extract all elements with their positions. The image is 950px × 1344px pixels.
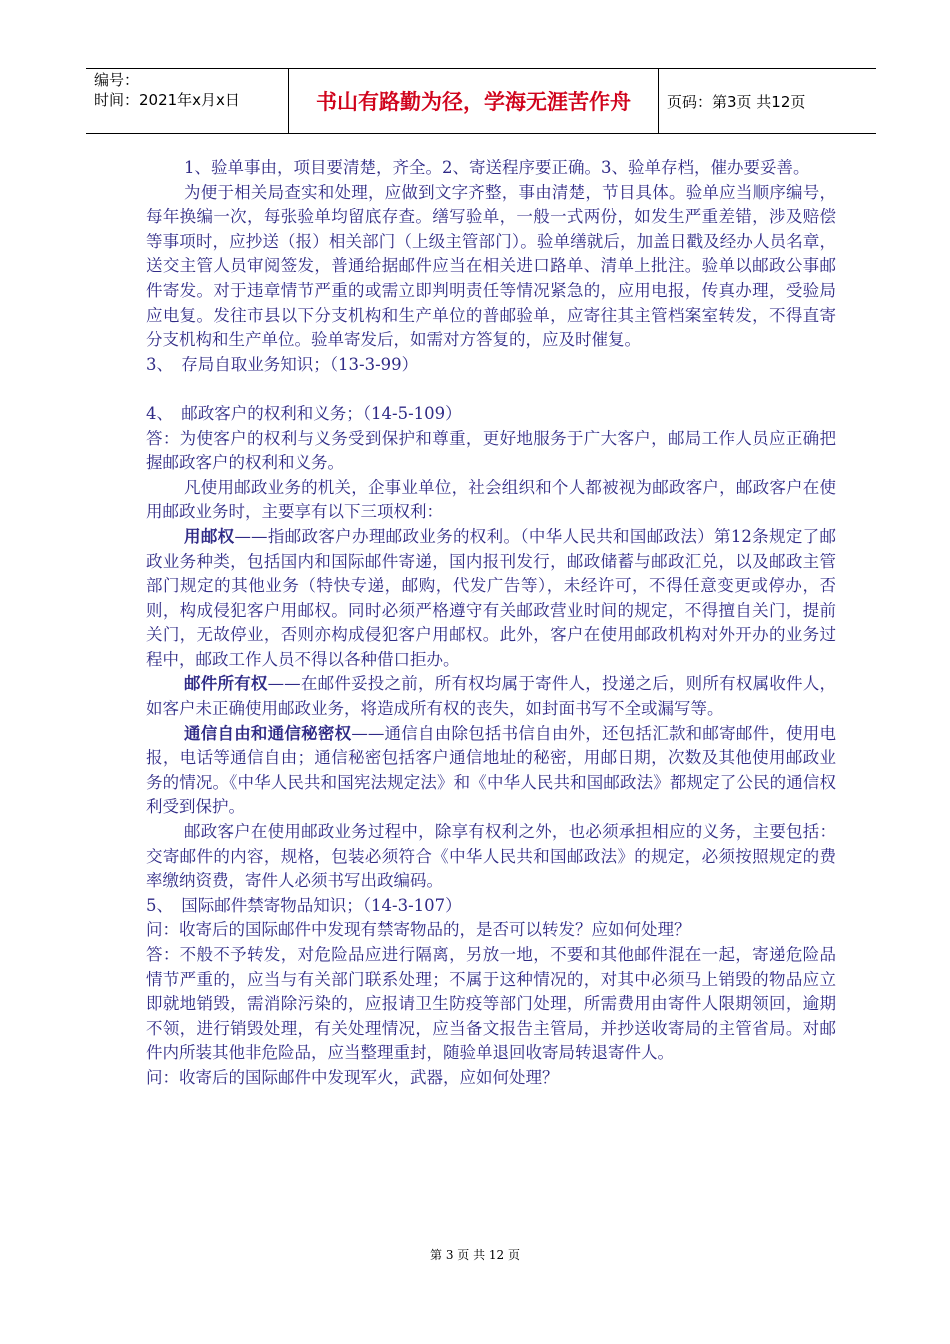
document-body [146,156,836,1091]
right-3-term: 通信自由和通信秘密权 [184,723,352,743]
paragraph-4: 凡使用邮政业务的机关，企事业单位，社会组织和个人都被视为邮政客户，邮政客户在使用邮政业务时，主要享有以下三项权利： [146,477,836,522]
number-label: 编号： [94,71,140,89]
page-header [86,68,876,134]
right-2-text: ——在邮件妥投之前，所有权均属于寄件人，投递之后，则所有权属收件人，如客户未正确使用邮政业务，将造成所有权的丧失，如封面书写不全或漏写等。 [146,674,837,719]
heading-4: 4、 邮政客户的权利和义务；（14-5-109） [146,403,462,423]
right-1-term: 用邮权 [184,526,235,546]
right-3-text: ——通信自由除包括书信自由外，还包括汇款和邮寄邮件，使用电报，电话等通信自由；通信秘密包括客户通信地址的秘密，用邮日期，次数及其他使用邮政业务的情况。《中华人民共和国宪法规定法》和《中华人民共和国邮政法》都规定了公民的通信权利受到保护。 [146,723,837,817]
right-3 [146,722,836,820]
paragraph-2: 为便于相关局查实和处理，应做到文字齐整，事由清楚，节目具体。验单应当顺序编号，每年换编一次，每张验单均留底存查。缮写验单，一般一式两份，如发生严重差错，涉及赔偿等事项时，应抄送（报）相关部门（上级主管部门）。验单缮就后，加盖日戳及经办人员名章，送交主管人员审阅签发，普通给据邮件应当在相关进口路单、清单上批注。验单以邮政公事邮件寄发。对于违章情节严重的或需立即判明责任等情况紧急的，应用电报，传真办理，受验局应电复。发往市县以下分支机构和生产单位的普邮验单，应寄往其主管档案室转发，不得直寄分支机构和生产单位。验单寄发后，如需对方答复的，应及时催复。 [146,182,836,350]
answer-5a: 答：不般不予转发，对危险品应进行隔离，另放一地，不要和其他邮件混在一起，寄递危险品情节严重的，应当与有关部门联系处理；不属于这种情况的，对其中必须马上销毁的物品应立即就地销毁，需消除污染的，应报请卫生防疫等部门处理，所需费用由寄件人限期领回，逾期不领，进行销毁处理，有关处理情况，应当备文报告主管局，并抄送收寄局的主管省局。对邮件内所装其他非危险品，应当整理重封，随验单退回收寄局转退寄件人。 [146,945,836,1063]
right-2 [146,672,836,721]
paragraph-1: 1、验单事由，项目要清楚，齐全。2、寄送程序要正确。3、验单存档，催办要妥善。 [184,158,810,177]
right-1 [146,525,836,673]
right-1-text: ——指邮政客户办理邮政业务的权利。（中华人民共和国邮政法）第12条规定了邮政业务种类，包括国内和国际邮件寄递，国内报刊发行，邮政储蓄与邮政汇兑，以及邮政主管部门规定的其他业务（特快专递，邮购，代发广告等），未经许可，不得任意变更或停办，否则，构成侵犯客户用邮权。同时必须严格遵守有关邮政营业时间的规定，不得擅自关门，提前关门，无故停业，否则亦构成侵犯客户用邮权。此外，客户在使用邮政机构对外开办的业务过程中，邮政工作人员不得以各种借口拒办。 [146,526,837,669]
heading-3: 3、 存局自取业务知识；（13-3-99） [146,354,419,374]
header-page-label: 页码：第3页 共12页 [667,92,806,111]
heading-5: 5、 国际邮件禁寄物品知识；（14-3-107） [146,895,462,915]
paragraph-duty: 邮政客户在使用邮政业务过程中，除享有权利之外，也必须承担相应的义务，主要包括：交寄邮件的内容，规格，包装必须符合《中华人民共和国邮政法》的规定，必须按照规定的费率缴纳资费，寄件人必须书写出政编码。 [146,822,836,891]
blank-line [146,377,836,402]
answer-4: 答：为使客户的权利与义务受到保护和尊重，更好地服务于广大客户，邮局工作人员应正确把握邮政客户的权利和义务。 [146,428,836,473]
right-2-term: 邮件所有权 [184,674,268,694]
header-motto: 书山有路勤为径，学海无涯苦作舟 [288,68,659,134]
page-footer: 第 3 页 共 12 页 [430,1248,520,1262]
question-5b: 问：收寄后的国际邮件中发现军火，武器，应如何处理？ [146,1067,559,1087]
header-left-cell [86,68,288,134]
time-label: 时间：2021年x月x日 [94,91,240,109]
question-5a: 问：收寄后的国际邮件中发现有禁寄物品的，是否可以转发？应如何处理？ [146,920,691,940]
